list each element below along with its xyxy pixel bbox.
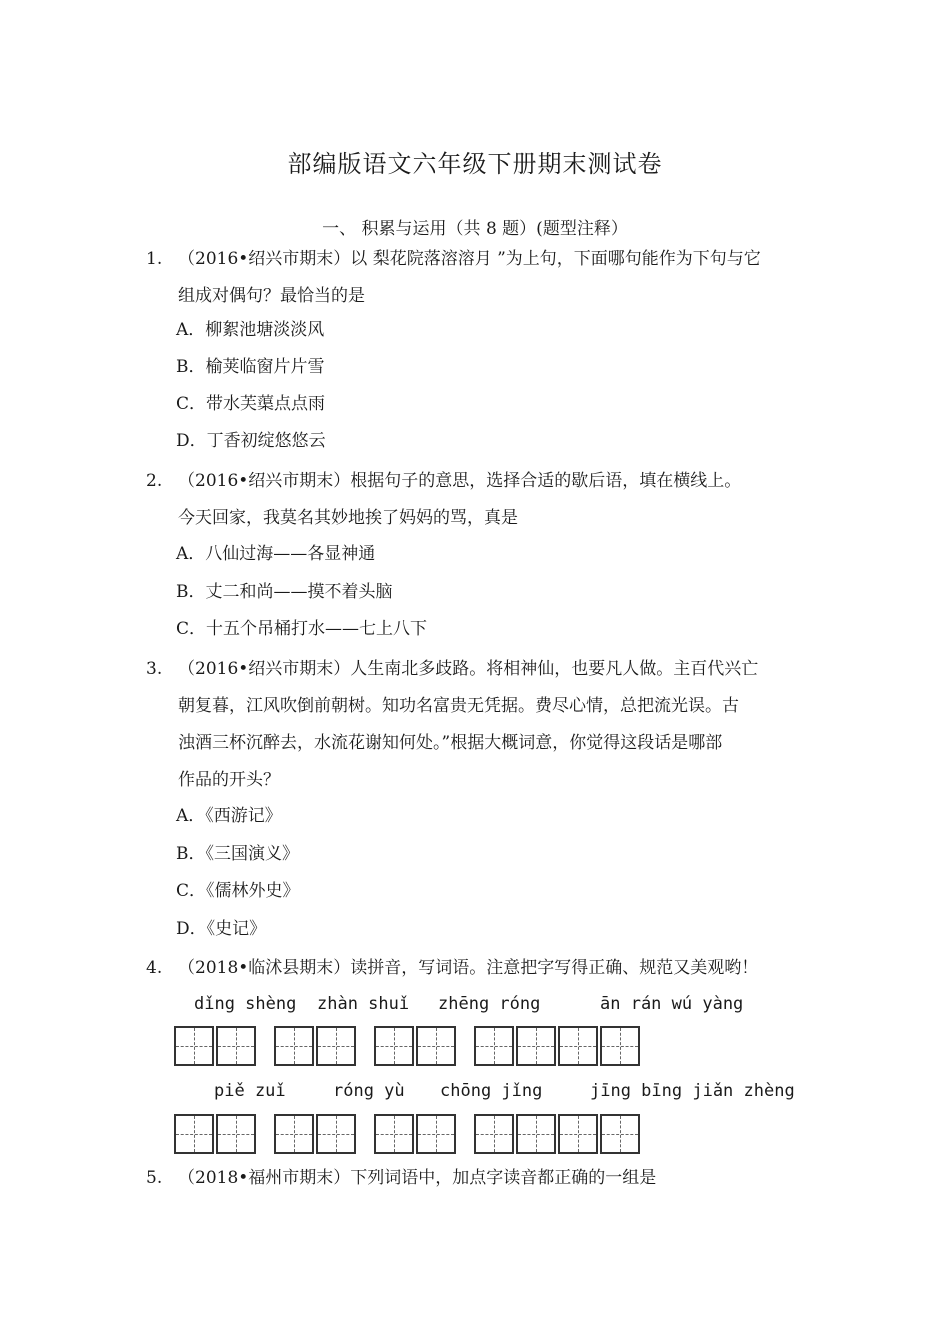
pinyin-row-2 [0,1081,950,1105]
document-title: 部编版语文六年级下册期末测试卷 [287,150,663,178]
section-heading: 一、 积累与运用（共 8 题）(题型注释） [322,219,628,239]
writing-box[interactable] [600,1026,640,1066]
question-number: 3. [146,659,163,679]
writing-box[interactable] [416,1114,456,1154]
writing-box[interactable] [374,1026,414,1066]
question-number: 5. [146,1168,163,1188]
option-c: C．带水芙蕖点点雨 [176,394,326,414]
writing-box-group [274,1026,356,1066]
writing-box[interactable] [600,1114,640,1154]
writing-box[interactable] [416,1026,456,1066]
question-text-line: 作品的开头？ [178,770,280,790]
writing-box[interactable] [374,1114,414,1154]
option-a: A．《西游记》 [176,806,282,826]
pinyin-label: jīng bīng jiǎn zhèng [590,1081,795,1101]
question-text-line: 今天回家，我莫名其妙地挨了妈妈的骂，真是 [178,508,518,528]
option-d: D．《史记》 [176,919,267,939]
pinyin-label: ān rán wú yàng [600,994,744,1014]
question-text-line: （2016•绍兴市期末）人生南北多歧路。将相神仙，也要凡人做。主百代兴亡 [178,659,759,679]
question-text-line: 朝复暮，江风吹倒前朝树。知功名富贵无凭据。费尽心情，总把流光误。古 [178,696,739,716]
writing-box[interactable] [216,1026,256,1066]
writing-box-group [174,1026,256,1066]
writing-box[interactable] [274,1026,314,1066]
writing-box[interactable] [316,1026,356,1066]
writing-box[interactable] [216,1114,256,1154]
writing-box[interactable] [474,1026,514,1066]
question-4 [146,950,816,987]
option-b: B．《三国演义》 [176,844,299,864]
pinyin-label: zhàn shuǐ [317,994,410,1014]
writing-box-group [374,1026,456,1066]
writing-box[interactable] [558,1026,598,1066]
writing-box[interactable] [516,1026,556,1066]
option-c: C．十五个吊桶打水——七上八下 [176,619,428,639]
writing-box[interactable] [174,1026,214,1066]
pinyin-label: zhēng róng [438,994,541,1014]
writing-box[interactable] [316,1114,356,1154]
question-text-line: （2018•临沭县期末）读拼音，写词语。注意把字写得正确、规范又美观哟！ [178,958,759,978]
pinyin-label: róng yù [333,1081,405,1101]
question-text-line: （2016•绍兴市期末）以 梨花院落溶溶月 ”为上句，下面哪句能作为下句与它 [178,249,761,269]
question-1 [146,241,816,315]
question-2 [146,463,816,537]
option-b: B．榆荚临窗片片雪 [176,357,325,377]
option-a: A．八仙过海——各显神通 [176,544,376,564]
question-3 [146,651,816,799]
question-5 [146,1160,816,1197]
writing-box[interactable] [516,1114,556,1154]
writing-box-group [174,1114,256,1154]
pinyin-label: chōng jǐng [440,1081,543,1101]
writing-box[interactable] [558,1114,598,1154]
writing-box[interactable] [474,1114,514,1154]
question-number: 4. [146,958,163,978]
question-number: 1. [146,249,163,269]
writing-box-group [274,1114,356,1154]
pinyin-label: dǐng shèng [194,994,297,1014]
option-a: A．柳絮池塘淡淡风 [176,320,325,340]
option-b: B．丈二和尚——摸不着头脑 [176,582,393,602]
writing-box-group [474,1114,640,1154]
question-text-line: （2016•绍兴市期末）根据句子的意思，选择合适的歇后语，填在横线上。 [178,471,742,491]
question-text-line: （2018•福州市期末）下列词语中，加点字读音都正确的一组是 [178,1168,657,1188]
writing-box[interactable] [274,1114,314,1154]
pinyin-label: piě zuǐ [214,1081,286,1101]
writing-box-group [474,1026,640,1066]
writing-box[interactable] [174,1114,214,1154]
question-text-line: 组成对偶句？最恰当的是 [178,286,365,306]
pinyin-row-1 [0,994,950,1018]
question-number: 2. [146,471,163,491]
writing-box-group [374,1114,456,1154]
option-d: D．丁香初绽悠悠云 [176,431,326,451]
option-c: C．《儒林外史》 [176,881,300,901]
question-text-line: 浊酒三杯沉醉去，水流花谢知何处。”根据大概词意，你觉得这段话是哪部 [178,733,723,753]
